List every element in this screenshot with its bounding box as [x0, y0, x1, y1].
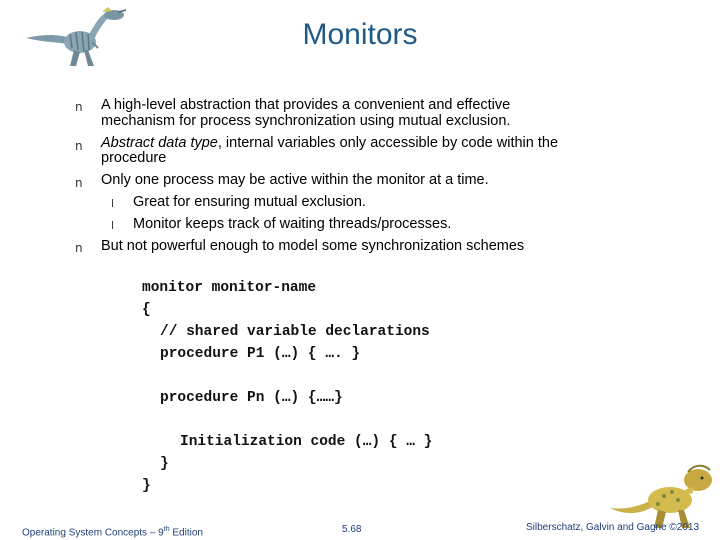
footer-page-number: 5.68 — [342, 524, 362, 535]
code-line: Initialization code (…) { … } — [180, 434, 433, 450]
code-line: { — [142, 302, 151, 318]
bullet-text: Only one process may be active within the monitor at a time. — [101, 172, 489, 188]
bullet-text-italic: Abstract data type — [101, 135, 218, 151]
sub-bullet-marker: l — [111, 197, 115, 210]
code-line: // shared variable declarations — [160, 324, 430, 340]
code-line: procedure Pn (…) {……} — [160, 390, 343, 406]
bullet-text: procedure — [101, 150, 167, 166]
bullet-marker: n — [75, 100, 83, 114]
bullet-marker: n — [75, 241, 83, 255]
bullet-text: But not powerful enough to model some synchronization schemes — [101, 238, 525, 254]
footer-book-title-prefix: Operating System Concepts – 9 — [22, 527, 164, 539]
code-line: } — [142, 478, 151, 494]
footer-book-title-sup: th — [163, 526, 170, 533]
code-line: procedure P1 (…) { …. } — [160, 346, 361, 362]
bullet-text: A high-level abstraction that provides a convenient and effective — [101, 97, 511, 113]
page-title: Monitors — [302, 18, 418, 51]
bullet-text — [101, 136, 558, 151]
footer-authors: Silberschatz, Galvin and Gagne ©2013 — [526, 522, 700, 533]
code-line: monitor monitor-name — [142, 280, 317, 296]
sub-bullet-marker: l — [111, 219, 115, 232]
bullet-marker: n — [75, 139, 83, 153]
bullet-text-rest: , internal variables only accessible by code within the — [217, 135, 559, 151]
footer-book-title-suffix: Edition — [169, 527, 203, 539]
footer-book-title — [22, 526, 203, 538]
bullet-marker: n — [75, 176, 83, 190]
bullet-text: mechanism for process synchronization using mutual exclusion. — [101, 113, 511, 129]
sub-bullet-text: Monitor keeps track of waiting threads/processes. — [133, 216, 452, 232]
sub-bullet-text: Great for ensuring mutual exclusion. — [133, 194, 366, 210]
code-line: } — [160, 456, 169, 472]
